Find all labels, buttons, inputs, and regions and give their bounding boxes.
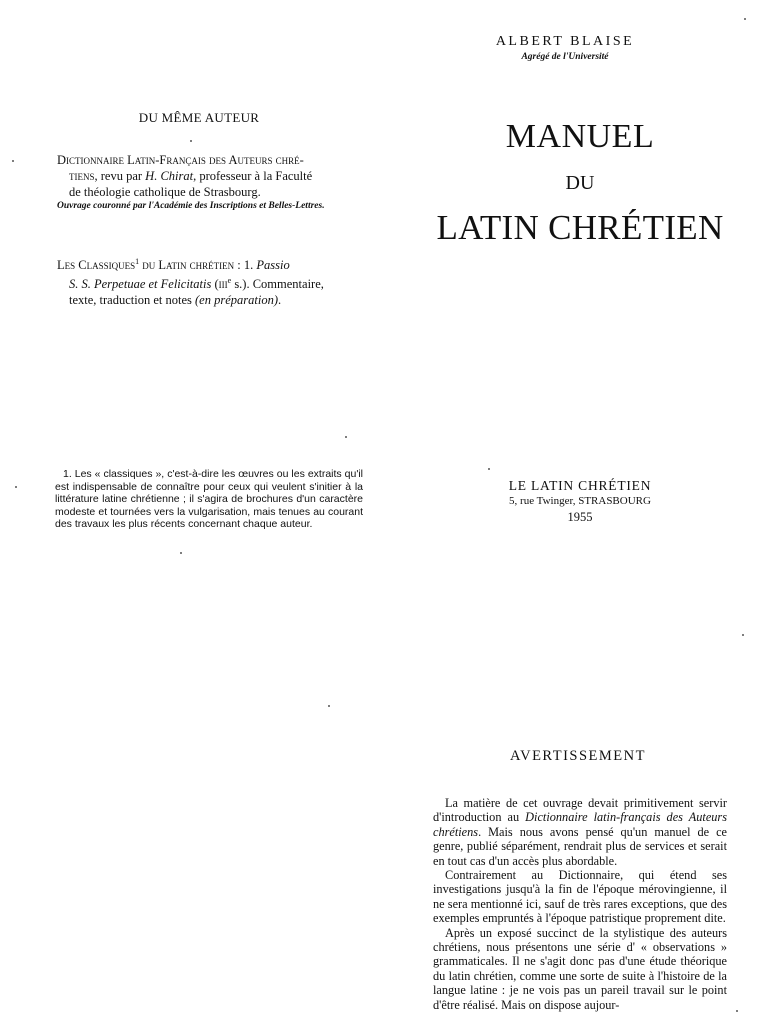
preface-p1-b: . Mais nous avons pensé qu'un manuel de ce genre, publié séparément, rendrait plus de services et serait en tout cas d'un accès plus abordable.: [433, 824, 727, 868]
dictionary-reference: Dictionnaire latin-français des Auteurs chrétiens: [433, 810, 728, 839]
footnote: 1. Les « classiques », c'est-à-dire les œuvres ou les extraits qu'il est indispensable de connaître pour ceux qui veulent s'initier à la littérature latine chrétienne ; il s'agira de brochures d'un caractère modeste et tournées vers la vulgarisation, mais tenues au courant des travaux les plus récents concernant chaque auteur.: [55, 468, 363, 530]
series-title: Les Classiques: [57, 258, 136, 273]
book-title-line-1: MANUEL: [505, 118, 655, 155]
dictionary-title: Dictionnaire Latin-Français des Auteurs chré-: [57, 153, 304, 167]
date-roman: iii: [218, 277, 228, 292]
scan-speck: [488, 468, 490, 470]
preface-paragraph-1: [433, 796, 727, 868]
faculty-line: de théologie catholique de Strasbourg.: [69, 185, 261, 199]
preface-paragraph-2: Contrairement au Dictionnaire, qui étend ses investigations jusqu'à la fin de l'époque mérovingienne, il ne sera mentionné ici, sauf de très rares exceptions, que des exemples empruntés à l'époque patristique proprement dite.: [433, 868, 727, 926]
notes-line: texte, traduction et notes: [69, 293, 196, 308]
dictionary-title-cont: tiens: [69, 169, 95, 183]
bibliography-entry-classics: [57, 254, 362, 308]
same-author-heading: DU MÊME AUTEUR: [138, 110, 260, 125]
date-a: (: [211, 277, 219, 292]
date-b: s.). Commentaire,: [231, 277, 324, 292]
work-title-a: Passio: [256, 258, 290, 273]
scan-speck: [180, 552, 182, 554]
scan-speck: [345, 436, 347, 438]
bibliography-entry-dictionary: [57, 152, 362, 213]
preface-p1-a: La matière de cet ouvrage devait primitivement servir d'introduction au: [433, 796, 727, 825]
scan-speck: [12, 160, 14, 162]
scan-speck: [736, 1010, 738, 1012]
award-note: Ouvrage couronné par l'Académie des Inscriptions et Belles-Lettres.: [57, 201, 325, 211]
revision-text-1: , revu par: [94, 169, 146, 183]
series-title-cont: du Latin chrétien: [139, 258, 235, 273]
book-title-line-3: LATIN CHRÉTIEN: [436, 208, 724, 247]
footnote-mark: 1: [135, 257, 140, 266]
publication-year: 1955: [567, 510, 593, 524]
preface-paragraph-3: Après un exposé succinct de la stylistique des auteurs chrétiens, nous présentons une série d' « observations » grammaticales. Il ne s'agit donc pas d'une étude théorique du latin chrétien, comme une sorte de suite à l'histoire de la langue latine : je ne vois pas un pareil travail sur le point d'être réalisé. Mais on dispose aujour-: [433, 925, 727, 1012]
work-title-b: S. S. Perpetuae et Felicitatis: [69, 277, 212, 292]
preface-body: [433, 796, 727, 1012]
publisher-address: 5, rue Twinger, STRASBOURG: [509, 495, 651, 507]
scan-speck: [744, 18, 746, 20]
scan-speck: [742, 634, 744, 636]
scan-speck: [328, 705, 330, 707]
preface-heading: AVERTISSEMENT: [510, 748, 646, 764]
revision-text-2: , professeur à la Faculté: [193, 169, 313, 183]
status-period: .: [278, 293, 282, 308]
author-title: Agrégé de l'Université: [521, 52, 609, 62]
publisher-name: LE LATIN CHRÉTIEN: [508, 478, 652, 493]
date-sup: e: [227, 276, 232, 286]
book-title-line-2: DU: [565, 172, 595, 194]
status-note: (en préparation): [195, 293, 278, 308]
series-sep: : 1.: [234, 258, 257, 273]
scan-speck: [190, 140, 192, 142]
author-name: ALBERT BLAISE: [495, 34, 635, 49]
editor-name: H. Chirat: [145, 169, 194, 183]
scan-speck: [15, 486, 17, 488]
